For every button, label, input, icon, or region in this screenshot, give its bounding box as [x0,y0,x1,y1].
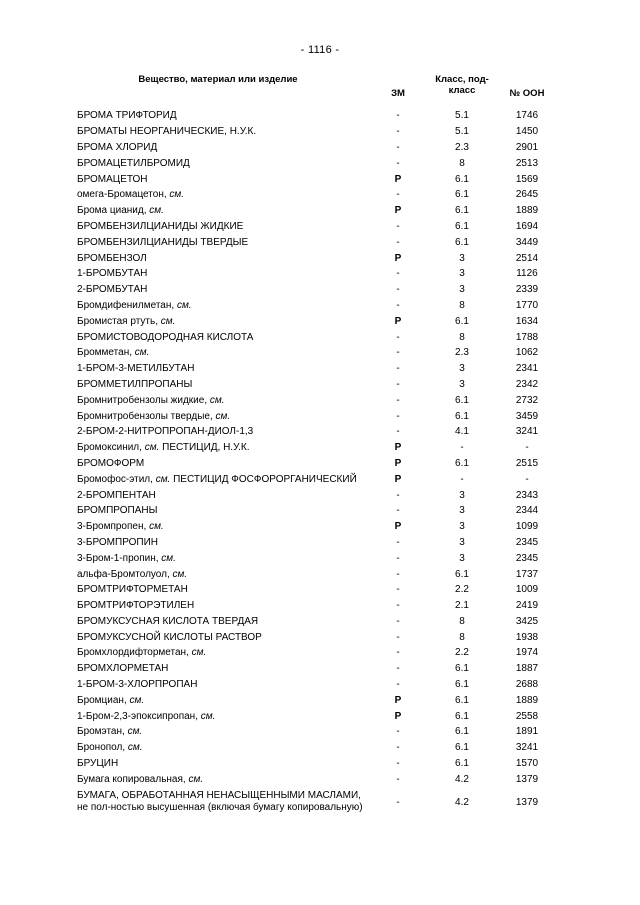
zm-value: - [396,220,400,232]
see-reference: см. [172,568,188,580]
substance-name [77,298,369,314]
zm-value: P [394,315,402,327]
substance-name [77,203,369,219]
un-number: 2513 [515,157,539,169]
class-value: 6.1 [455,663,469,675]
zm-value: P [394,252,402,264]
table-row [77,566,557,582]
class-value: 6.1 [455,457,469,469]
zm-value: - [396,236,400,248]
substance-name-text: БРОМАЦЕТОН [77,173,148,185]
table-row [77,361,557,377]
substance-name [77,187,369,203]
un-number: 1379 [515,796,539,808]
un-number: 1770 [515,299,539,311]
un-number: 1379 [515,773,539,785]
substance-name [77,408,369,424]
un-number: 2345 [515,536,539,548]
un-number: 1737 [515,568,539,580]
table-row [77,487,557,503]
substance-name [77,155,369,171]
substance-name-text: БРОМИСТОВОДОРОДНАЯ КИСЛОТА [77,331,254,343]
substance-name-text: 2-БРОМПЕНТАН [77,489,156,501]
substance-name [77,503,369,519]
substance-name-text: 3-Бром-1-пропин, [77,552,159,564]
table-row [77,329,557,345]
substance-name-text: БРОМА ХЛОРИД [77,141,158,153]
un-number: 1099 [515,521,539,533]
substance-name-text: БРОМБЕНЗИЛЦИАНИДЫ ТВЕРДЫЕ [77,236,249,248]
substance-name [77,219,369,235]
substance-name [77,140,369,156]
table-row [77,740,557,756]
header-class [427,74,497,108]
class-value: 6.1 [455,710,469,722]
un-number: 2342 [515,378,539,390]
zm-value: - [396,189,400,201]
see-reference: см. [176,299,192,311]
un-number: 3459 [515,410,539,422]
class-value: 8 [459,331,465,343]
class-value: 3 [459,252,465,264]
un-number: 2343 [515,489,539,501]
class-value: 3 [459,284,465,296]
substance-name [77,677,369,693]
substance-name-text: Бумага копировальная, [77,773,186,785]
table-row [77,582,557,598]
class-value: 2.3 [455,347,469,359]
table-row [77,756,557,772]
un-number: 2341 [515,363,539,375]
zm-value: - [396,536,400,548]
zm-value: P [394,694,402,706]
substance-name [77,582,369,598]
substance-name [77,724,369,740]
zm-value: - [396,126,400,138]
zm-value: - [396,584,400,596]
zm-value: - [396,568,400,580]
table-row [77,345,557,361]
substance-name [77,124,369,140]
zm-value: - [396,615,400,627]
zm-value: - [396,394,400,406]
table-row [77,313,557,329]
table-row [77,377,557,393]
see-reference: см. [149,521,164,533]
zm-value: - [396,363,400,375]
substance-name [77,629,369,645]
substance-name-text: Бромоксинил, [77,442,142,454]
substance-name [77,771,369,787]
substances-table [77,74,557,817]
table-row [77,108,557,124]
class-value: 6.1 [455,758,469,770]
table-row [77,187,557,203]
zm-value: - [396,679,400,691]
zm-value: P [394,457,402,469]
see-reference: см. [161,552,176,564]
un-number: 3449 [515,236,539,248]
substance-name-text: БРОМТРИФТОРМЕТАН [77,584,188,596]
zm-value: - [396,663,400,675]
un-number: 1938 [515,631,539,643]
class-value: 4.2 [455,773,469,785]
class-value: 8 [459,157,465,169]
zm-value: - [396,268,400,280]
un-number: 2901 [515,141,539,153]
see-reference: см. [160,315,176,327]
class-value: 6.1 [455,173,469,185]
class-value: 5.1 [455,110,469,122]
class-value: 6.1 [455,568,469,580]
substance-name [77,392,369,408]
substance-name-text: Бромциан, [77,694,127,706]
header-zm: ЗМ [391,87,405,99]
un-number: 2558 [515,710,539,722]
see-reference: см. [215,410,231,422]
substance-name [77,487,369,503]
table-row [77,708,557,724]
class-value: 6.1 [455,726,469,738]
substance-name-text: 2-БРОМ-2-НИТРОПРОПАН-ДИОЛ-1,3 [77,426,254,438]
see-reference: см. [200,710,216,722]
table-row [77,440,557,456]
table-row [77,250,557,266]
zm-value: - [396,347,400,359]
table-row [77,598,557,614]
un-number: 2515 [515,457,539,469]
table-row [77,661,557,677]
zm-value: P [394,710,402,722]
class-value: 3 [459,521,465,533]
class-value: 6.1 [455,410,469,422]
substance-name [77,329,369,345]
zm-value: - [396,299,400,311]
class-value: 5.1 [455,126,469,138]
substance-name-text: БРУЦИН [77,758,119,770]
substance-name [77,361,369,377]
substance-name [77,645,369,661]
table-row [77,645,557,661]
class-value: - [460,442,464,454]
un-number: 1974 [515,647,539,659]
class-value: 6.1 [455,189,469,201]
substance-name [77,566,369,582]
substance-name [77,440,369,456]
un-number: 1570 [515,758,539,770]
substance-name [77,471,369,487]
substance-name [77,377,369,393]
see-reference: см. [209,394,225,406]
see-reference: см. [134,347,150,359]
substance-name [77,171,369,187]
substance-name [77,756,369,772]
un-number: 1009 [515,584,539,596]
un-number: 2645 [515,189,539,201]
zm-value: - [396,489,400,501]
zm-value: - [396,331,400,343]
un-number: 3241 [515,742,539,754]
substance-name-text: БРОМХЛОРМЕТАН [77,663,169,675]
substance-name-text: БРОМУКСУСНАЯ КИСЛОТА ТВЕРДАЯ [77,615,259,627]
class-value: 3 [459,552,465,564]
substance-name-text: БРОМБЕНЗОЛ [77,252,147,264]
substance-name-text: Бромдифенилметан, [77,299,175,311]
substance-name-text: Бромметан, [77,347,132,359]
substance-name-text: омега-Бромацетон, [77,189,167,201]
zm-value: - [396,141,400,153]
table-row [77,266,557,282]
class-value: 3 [459,378,465,390]
substance-name [77,598,369,614]
substance-name [77,519,369,535]
see-reference: см. [191,647,207,659]
un-number: 1694 [515,220,539,232]
table-row [77,298,557,314]
reference-target: ПЕСТИЦИД, Н.У.К. [162,442,250,454]
substance-name-text: Бромнитробензолы жидкие, [77,394,208,406]
class-value: 6.1 [455,394,469,406]
zm-value: - [396,742,400,754]
substance-name-text: Бромофос-этил, [77,473,153,485]
zm-value: P [394,442,402,454]
table-row [77,155,557,171]
substance-name-text: Бромистая ртуть, [77,315,158,327]
un-number: - [525,442,529,454]
class-value: 8 [459,631,465,643]
class-value: 3 [459,536,465,548]
reference-target: ПЕСТИЦИД ФОСФОРОРГАНИЧЕСКИЙ [173,473,357,485]
table-row [77,171,557,187]
table-row [77,550,557,566]
substance-name [77,708,369,724]
un-number: 2344 [515,505,539,517]
substance-name-text: Брома цианид, [77,205,147,217]
un-number: 1746 [515,110,539,122]
substance-name [77,424,369,440]
zm-value: - [396,758,400,770]
un-number: 1788 [515,331,539,343]
table-row [77,282,557,298]
zm-value: - [396,631,400,643]
header-class-line2: класс [448,85,476,96]
substance-name [77,282,369,298]
substance-name [77,535,369,551]
zm-value: - [396,600,400,612]
zm-value: - [396,426,400,438]
class-value: 4.1 [455,426,469,438]
zm-value: - [396,284,400,296]
substance-name [77,456,369,472]
un-number: 2732 [515,394,539,406]
zm-value: - [396,796,400,808]
substance-name-text: 1-БРОМ-3-МЕТИЛБУТАН [77,363,195,375]
header-un-number: № ООН [509,87,545,99]
un-number: 1569 [515,173,539,185]
un-number: 3425 [515,615,539,627]
substance-name [77,692,369,708]
class-value: 2.2 [455,584,469,596]
un-number: 1450 [515,126,539,138]
substance-name-text: 2-БРОМБУТАН [77,284,148,296]
table-row [77,724,557,740]
substance-name [77,108,369,124]
zm-value: - [396,773,400,785]
substance-name-text: Бромнитробензолы твердые, [77,410,213,422]
table-row [77,503,557,519]
see-reference: см. [149,205,164,217]
substance-name-text: БРОМУКСУСНОЙ КИСЛОТЫ РАСТВОР [77,631,262,643]
table-row [77,471,557,487]
substance-name-text: БРОМПРОПАНЫ [77,505,158,517]
zm-value: - [396,157,400,169]
substance-name [77,250,369,266]
class-value: 6.1 [455,205,469,217]
table-row [77,771,557,787]
substance-name [77,234,369,250]
substance-name-text: Бромэтан, [77,726,125,738]
table-row [77,677,557,693]
un-number: 1891 [515,726,539,738]
substance-name [77,550,369,566]
see-reference: см. [144,442,160,454]
un-number: 2514 [515,252,539,264]
see-reference: см. [155,473,171,485]
zm-value: - [396,552,400,564]
see-reference: см. [129,694,145,706]
substance-name-text: 1-БРОМ-3-ХЛОРПРОПАН [77,679,198,691]
table-row [77,787,557,817]
substance-name-text: альфа-Бромтолуол, [77,568,170,580]
class-value: 6.1 [455,742,469,754]
table-row [77,629,557,645]
header-class-line1: Класс, под- [435,74,489,85]
class-value: 8 [459,615,465,627]
class-value: 3 [459,363,465,375]
table-row [77,614,557,630]
zm-value: - [396,378,400,390]
class-value: 6.1 [455,315,469,327]
substance-name-text: БРОМА ТРИФТОРИД [77,110,177,122]
un-number: 1062 [515,347,539,359]
zm-value: - [396,410,400,422]
substance-name-text: 1-Бром-2,3-эпоксипропан, [77,710,198,722]
class-value: 2.2 [455,647,469,659]
see-reference: см. [127,742,143,754]
class-value: 8 [459,299,465,311]
substance-name-text: Бромхлордифторметан, [77,647,189,659]
un-number: - [525,473,529,485]
table-row [77,234,557,250]
substance-name-text: БРОММЕТИЛПРОПАНЫ [77,378,193,390]
substance-name-text: Бронопол, [77,742,126,754]
substance-name-text: 3-Бромпропен, [77,521,147,533]
un-number: 2688 [515,679,539,691]
substance-name [77,614,369,630]
table-row [77,535,557,551]
un-number: 1634 [515,315,539,327]
substance-name-text: 1-БРОМБУТАН [77,268,148,280]
table-row [77,456,557,472]
class-value: 6.1 [455,694,469,706]
substance-name-text: БРОМАЦЕТИЛБРОМИД [77,157,190,169]
class-value: 6.1 [455,679,469,691]
un-number: 2339 [515,284,539,296]
substance-name [77,345,369,361]
zm-value: P [394,205,402,217]
class-value: 2.1 [455,600,469,612]
un-number: 1889 [515,205,539,217]
substance-name-text: БРОМТРИФТОРЭТИЛЕН [77,600,195,612]
zm-value: P [394,521,402,533]
substance-name [77,661,369,677]
see-reference: см. [188,773,204,785]
substance-name-text: БРОМАТЫ НЕОРГАНИЧЕСКИЕ, Н.У.К. [77,126,257,138]
table-row [77,392,557,408]
substance-name [77,313,369,329]
page-number: - 1116 - [300,44,340,56]
substance-name-text: БРОМОФОРМ [77,457,145,469]
see-reference: см. [169,189,185,201]
table-row [77,408,557,424]
table-row [77,519,557,535]
substance-name [77,787,369,817]
un-number: 3241 [515,426,539,438]
table-row [77,140,557,156]
zm-value: - [396,505,400,517]
zm-value: - [396,647,400,659]
un-number: 1126 [516,268,538,280]
substance-name-text: БУМАГА, ОБРАБОТАННАЯ НЕНАСЫЩЕННЫМИ МАСЛАМИ, не пол-ностью высушенная (включая бумагу копировальную) [77,790,363,814]
class-value: 3 [459,505,465,517]
un-number: 2345 [515,552,539,564]
table-row [77,203,557,219]
table-header-row [77,74,557,108]
table-row [77,692,557,708]
table-row [77,424,557,440]
zm-value: P [394,173,402,185]
table-body [77,108,557,817]
table-row [77,124,557,140]
un-number: 1887 [515,663,539,675]
zm-value: - [396,726,400,738]
table-row [77,219,557,235]
zm-value: - [396,110,400,122]
substance-name [77,266,369,282]
header-substance: Вещество, материал или изделие [138,74,298,85]
un-number: 1889 [515,694,539,706]
class-value: 3 [459,268,465,280]
substance-name-text: БРОМБЕНЗИЛЦИАНИДЫ ЖИДКИЕ [77,220,244,232]
class-value: 3 [459,489,465,501]
class-value: 6.1 [455,220,469,232]
substance-name-text: 3-БРОМПРОПИН [77,536,159,548]
class-value: 2.3 [455,141,469,153]
see-reference: см. [127,726,143,738]
zm-value: P [394,473,402,485]
substance-name [77,740,369,756]
class-value: 6.1 [455,236,469,248]
un-number: 2419 [515,600,539,612]
class-value: 4.2 [455,796,469,808]
class-value: - [460,473,464,485]
